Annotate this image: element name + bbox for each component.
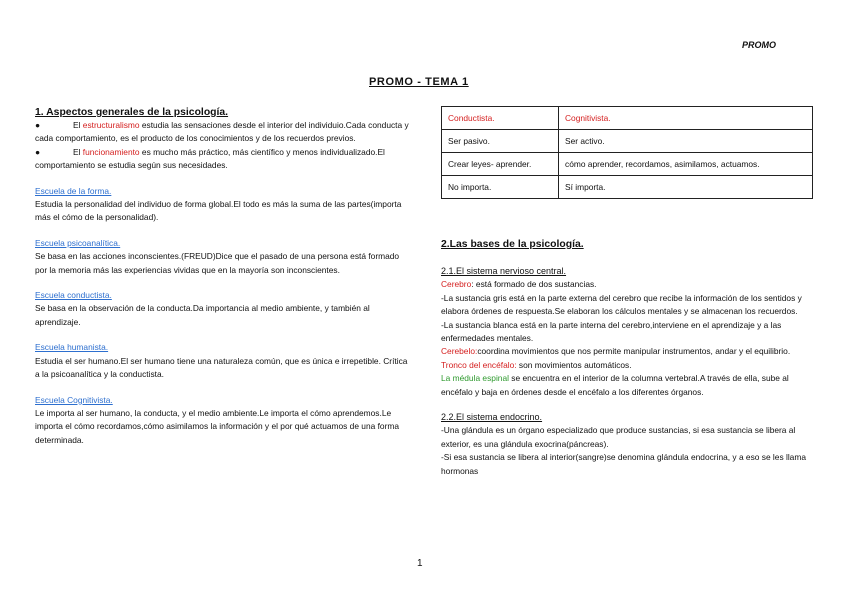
table-row bbox=[442, 176, 813, 199]
table-header-row bbox=[442, 107, 813, 130]
table-header-cell: Cognitivista. bbox=[559, 107, 813, 130]
school-forma bbox=[35, 185, 410, 225]
bullet-icon: ● bbox=[35, 120, 41, 130]
school-name-link[interactable]: Escuela conductista. bbox=[35, 290, 112, 301]
term-funcionamiento: funcionamiento bbox=[82, 146, 140, 157]
table-row bbox=[442, 130, 813, 153]
subsection-endocrino bbox=[441, 411, 813, 478]
page-title: PROMO - TEMA 1 bbox=[369, 76, 469, 88]
school-cognitivista bbox=[35, 394, 410, 448]
term-medula: La médula espinal bbox=[441, 373, 509, 384]
subsection-title: 2.1.El sistema nervioso central. bbox=[441, 266, 567, 276]
school-conductista bbox=[35, 289, 410, 329]
endocrino-line1: -Una glándula es un órgano especializado que produce sustancias, si esa sustancia se libera al exterior, es una glándula exocrina(páncreas). bbox=[441, 425, 796, 449]
sustancia-blanca: -La sustancia blanca está en la parte interna del cerebro,interviene en el aprendizaje y a las enfermedades mentales. bbox=[441, 319, 782, 344]
section1-heading: 1. Aspectos generales de la psicología. bbox=[35, 107, 229, 118]
school-description: Se basa en la observación de la conducta.Da importancia al medio ambiente, y también al aprendizaje. bbox=[35, 303, 370, 327]
right-column bbox=[441, 238, 813, 478]
tronco-line bbox=[441, 359, 813, 372]
bullet-icon: ● bbox=[35, 146, 41, 157]
bullet-pre: El bbox=[73, 146, 83, 157]
sustancia-gris: -La sustancia gris está en la parte externa del cerebro que recibe la información de los sentidos y elabora órdenes de respuesta.Se elaboran los cálculos mentales y se almacenan los recuerdos. bbox=[441, 292, 802, 317]
term-tronco: Tronco del encéfalo: bbox=[441, 359, 517, 370]
term-cerebro: Cerebro bbox=[441, 279, 472, 290]
left-column bbox=[35, 106, 410, 447]
table-cell: Ser pasivo. bbox=[442, 130, 559, 153]
school-humanista bbox=[35, 341, 410, 381]
table-cell: No importa. bbox=[442, 176, 559, 199]
school-name-link[interactable]: Escuela Cognitivista. bbox=[35, 394, 113, 405]
term-estructuralismo: estructuralismo bbox=[82, 120, 140, 130]
school-name-link[interactable]: Escuela humanista. bbox=[35, 342, 109, 353]
header-tag: PROMO bbox=[742, 40, 777, 50]
school-description: Se basa en las acciones inconscientes.(FREUD)Dice que el pasado de una persona está formado por la memoria más las experiencias vividas que en la mayoría son inconscientes. bbox=[35, 251, 400, 275]
cerebelo-text: coordina movimientos que nos permite manipular instrumentos, andar y el equilibrio. bbox=[477, 346, 791, 357]
school-psicoanalitica bbox=[35, 237, 410, 277]
school-description: Estudia la personalidad del individuo de forma global.El todo es más la suma de las partes(importa más el cómo de la personalidad). bbox=[35, 199, 402, 223]
table-cell: cómo aprender, recordamos, asimilamos, actuamos. bbox=[559, 153, 813, 176]
table-cell: Ser activo. bbox=[559, 130, 813, 153]
section2-heading: 2.Las bases de la psicología. bbox=[441, 239, 584, 250]
school-name-link[interactable]: Escuela psicoanalítica. bbox=[35, 237, 121, 248]
cerebro-text: : está formado de dos sustancias. bbox=[471, 279, 597, 290]
cerebro-line bbox=[441, 278, 813, 291]
medula-text: se encuentra en el interior de la columna vertebral.A través de ella, sube al encéfalo y baja en órdenes desde el encéfalo a los diferentes órganos. bbox=[441, 373, 789, 397]
table-cell: Crear leyes- aprender. bbox=[442, 153, 559, 176]
bullet-text: es mucho más práctico, más científico y menos individualizado.El comportamiento se estudia según sus necesidades. bbox=[35, 146, 385, 171]
school-description: Le importa al ser humano, la conducta, y el medio ambiente.Le importa el cómo aprendemos.Le importa el cómo recordamos,cómo asimilamos la información y el por qué actuamos de una forma determinada. bbox=[35, 407, 400, 445]
bullet-text: estudia las sensaciones desde el interior del individuio.Cada conducta y cada comportamiento, es el producto de los conocimientos y de los recuerdos previos. bbox=[35, 120, 409, 144]
page-number: 1 bbox=[417, 558, 423, 569]
bullet-estructuralismo bbox=[35, 119, 410, 146]
table-row bbox=[442, 153, 813, 176]
subsection-title: 2.2.El sistema endocrino. bbox=[441, 412, 543, 423]
endocrino-line2: -Si esa sustancia se libera al interior(sangre)se denomina glándula endocrina, y a eso se les llama hormonas bbox=[441, 452, 806, 476]
tronco-text: son movimientos automáticos. bbox=[516, 359, 632, 370]
school-name-link[interactable]: Escuela de la forma. bbox=[35, 185, 112, 196]
cerebelo-line bbox=[441, 345, 813, 358]
medula-line bbox=[441, 372, 813, 399]
comparison-table bbox=[441, 106, 813, 199]
bullet-pre: El bbox=[73, 120, 83, 130]
table-header-cell: Conductista. bbox=[442, 107, 559, 130]
subsection-nervioso bbox=[441, 265, 813, 399]
term-cerebelo: Cerebelo: bbox=[441, 346, 478, 357]
school-description: Estudia el ser humano.El ser humano tiene una naturaleza común, que es única e irrepetible. Crítica a la psicoanalítica y la conductista. bbox=[35, 355, 408, 380]
bullet-funcionamiento bbox=[35, 146, 410, 173]
table-cell: Sí importa. bbox=[559, 176, 813, 199]
